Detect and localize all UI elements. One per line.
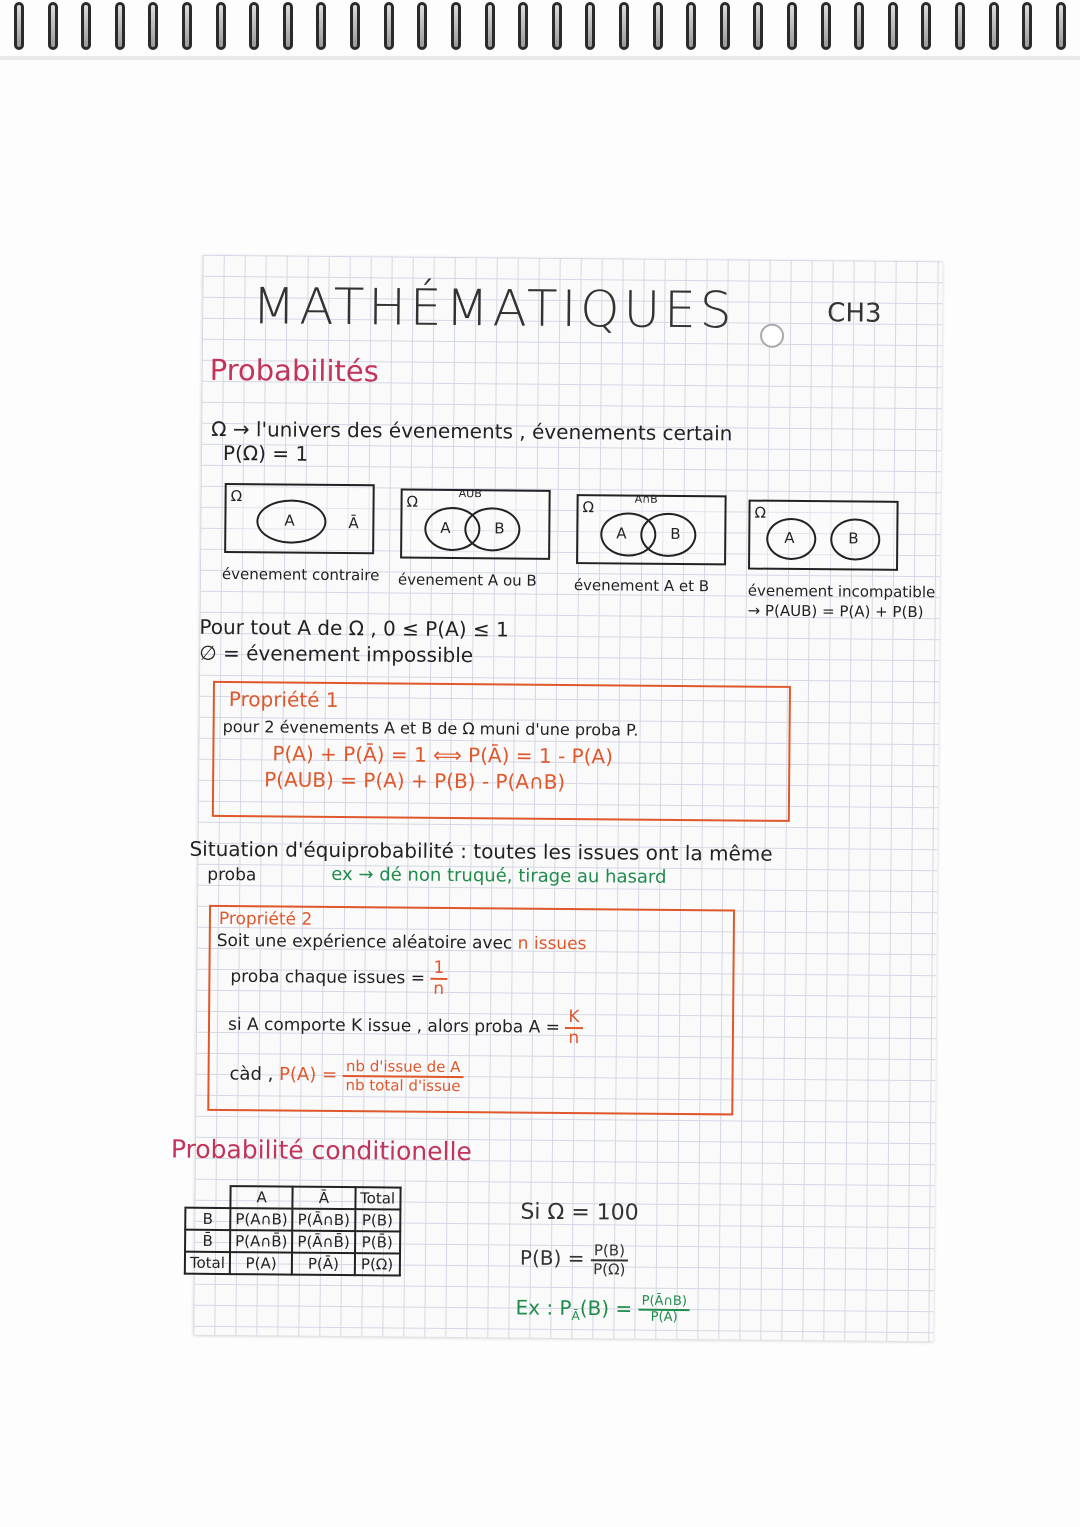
page-title: MATHÉMATIQUES	[252, 277, 736, 340]
spiral-binding	[0, 0, 1080, 55]
chapter-label: CH3	[827, 298, 882, 329]
equiprobability-line1: Situation d'équiprobabilité : toutes les issues ont la même	[189, 836, 773, 866]
grid-paper-sheet	[170, 255, 942, 1341]
caption-union: évenement A ou B	[397, 570, 537, 590]
table-row: Total P(A) P(Ā) P(Ω)	[185, 1252, 400, 1276]
venn-incompatible: Ω A B	[748, 500, 899, 571]
property-2-title: Propriété 2	[218, 908, 313, 930]
property-2-line4: càd , P(A) = $\frac{\text{nb d'issue de A}}{\text{nb total d'issue}}$	[229, 1057, 463, 1094]
incompatible-formula: → P(AUB) = P(A) + P(B)	[747, 601, 924, 622]
section-heading-probabilites: Probabilités	[209, 352, 379, 389]
property-2-box	[207, 905, 735, 1116]
venn-complement: Ω A Ā	[224, 483, 375, 554]
property-1-title: Propriété 1	[228, 687, 339, 712]
property-1-line2: P(A) + P(Ā) = 1 ⟺ P(Ā) = 1 - P(A)	[272, 741, 614, 769]
omega-definition: Ω → l'univers des évenements , évenements certain	[211, 416, 733, 446]
table-header-row: A Ā Total	[185, 1186, 400, 1210]
table-row: B P(A∩B) P(Ā∩B) P(B)	[185, 1208, 400, 1232]
property-1-line3: P(AUB) = P(A) + P(B) - P(A∩B)	[264, 767, 566, 794]
pb-formula: P(B) = $\frac{P(B)}{P(\Omega)}$	[520, 1242, 628, 1278]
property-2-line3: si A comporte K issue , alors proba A = $\frac{K}{n}$	[228, 1005, 583, 1047]
caption-complement: évenement contraire	[221, 564, 380, 585]
caption-intersection: évenement A et B	[573, 576, 710, 596]
property-1-box	[212, 681, 791, 822]
venn-union: Ω AUB A B	[400, 489, 551, 560]
property-2-line2: proba chaque issues = $\frac{1}{n}$	[230, 957, 447, 998]
venn-intersection: Ω A∩B A B	[576, 494, 727, 565]
punch-hole	[760, 324, 784, 348]
equiprobability-example: ex → dé non truqué, tirage au hasard	[331, 863, 667, 888]
si-omega: Si Ω = 100	[520, 1199, 639, 1226]
empty-set-statement: ∅ = évenement impossible	[199, 640, 474, 668]
notepad-edge	[0, 56, 1080, 60]
for-all-statement: Pour tout A de Ω , 0 ≤ P(A) ≤ 1	[199, 614, 509, 642]
caption-incompatible: évenement incompatible	[747, 581, 936, 602]
property-1-line1: pour 2 évenements A et B de Ω muni d'une proba P.	[222, 716, 639, 740]
table-row: B̄ P(A∩B̄) P(Ā∩B̄) P(B̄)	[185, 1230, 400, 1254]
equiprobability-line2: proba	[207, 864, 257, 886]
section-heading-conditionnelle: Probabilité conditionelle	[170, 1134, 472, 1167]
property-2-line1: Soit une expérience aléatoire avec n issues	[216, 930, 587, 955]
example-conditional-formula: Ex : $P_Ā(B)$ = $\frac{P(Ā\cap B)}{P(Ā)}$	[515, 1294, 690, 1326]
probability-table	[184, 1185, 401, 1277]
p-omega: P(Ω) = 1	[222, 440, 309, 466]
